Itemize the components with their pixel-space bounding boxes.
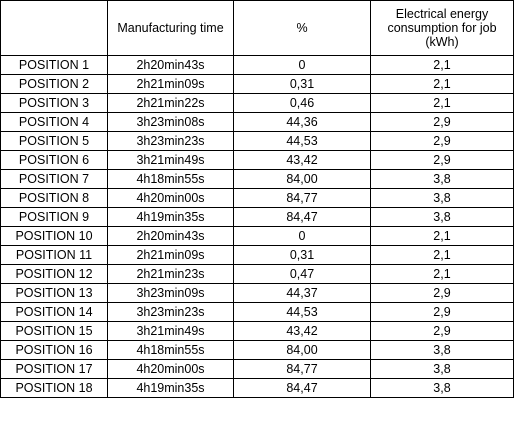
percent-cell: 0,31 xyxy=(234,246,371,265)
percent-cell: 84,47 xyxy=(234,379,371,398)
position-cell: POSITION 3 xyxy=(1,94,108,113)
percent-cell: 44,36 xyxy=(234,113,371,132)
position-cell: POSITION 14 xyxy=(1,303,108,322)
energy-cell: 3,8 xyxy=(371,341,514,360)
table-row xyxy=(1,284,514,303)
table-row xyxy=(1,75,514,94)
percent-cell: 0,46 xyxy=(234,94,371,113)
percent-cell: 0,31 xyxy=(234,75,371,94)
energy-cell: 2,1 xyxy=(371,246,514,265)
header-manufacturing-time: Manufacturing time xyxy=(108,1,234,56)
position-cell: POSITION 18 xyxy=(1,379,108,398)
position-cell: POSITION 9 xyxy=(1,208,108,227)
table-row xyxy=(1,189,514,208)
percent-cell: 84,47 xyxy=(234,208,371,227)
header-percent: % xyxy=(234,1,371,56)
header-energy-consumption: Electrical energy consumption for job (kWh) xyxy=(371,1,514,56)
percent-cell: 0 xyxy=(234,227,371,246)
table-row xyxy=(1,303,514,322)
manufacturing-time-cell: 3h23min23s xyxy=(108,303,234,322)
percent-cell: 43,42 xyxy=(234,151,371,170)
manufacturing-time-cell: 2h20min43s xyxy=(108,56,234,75)
table-row xyxy=(1,151,514,170)
energy-cell: 3,8 xyxy=(371,208,514,227)
manufacturing-time-cell: 4h19min35s xyxy=(108,379,234,398)
manufacturing-time-cell: 3h21min49s xyxy=(108,151,234,170)
manufacturing-time-cell: 3h23min23s xyxy=(108,132,234,151)
position-cell: POSITION 8 xyxy=(1,189,108,208)
energy-cell: 2,1 xyxy=(371,94,514,113)
energy-cell: 2,1 xyxy=(371,56,514,75)
manufacturing-time-cell: 2h21min09s xyxy=(108,246,234,265)
energy-cell: 2,9 xyxy=(371,113,514,132)
manufacturing-time-cell: 3h23min08s xyxy=(108,113,234,132)
percent-cell: 84,00 xyxy=(234,341,371,360)
energy-cell: 2,9 xyxy=(371,303,514,322)
manufacturing-time-cell: 3h23min09s xyxy=(108,284,234,303)
percent-cell: 0,47 xyxy=(234,265,371,284)
position-cell: POSITION 6 xyxy=(1,151,108,170)
energy-cell: 3,8 xyxy=(371,189,514,208)
position-cell: POSITION 2 xyxy=(1,75,108,94)
energy-cell: 3,8 xyxy=(371,379,514,398)
energy-cell: 2,1 xyxy=(371,227,514,246)
percent-cell: 44,53 xyxy=(234,303,371,322)
manufacturing-time-cell: 4h18min55s xyxy=(108,341,234,360)
manufacturing-time-cell: 2h21min22s xyxy=(108,94,234,113)
percent-cell: 0 xyxy=(234,56,371,75)
position-cell: POSITION 11 xyxy=(1,246,108,265)
table-row xyxy=(1,94,514,113)
manufacturing-time-cell: 2h20min43s xyxy=(108,227,234,246)
position-cell: POSITION 17 xyxy=(1,360,108,379)
position-cell: POSITION 16 xyxy=(1,341,108,360)
table-body xyxy=(1,56,514,398)
manufacturing-time-cell: 4h20min00s xyxy=(108,189,234,208)
manufacturing-time-cell: 2h21min23s xyxy=(108,265,234,284)
table-row xyxy=(1,246,514,265)
percent-cell: 44,37 xyxy=(234,284,371,303)
percent-cell: 84,77 xyxy=(234,360,371,379)
position-cell: POSITION 7 xyxy=(1,170,108,189)
table-row xyxy=(1,360,514,379)
manufacturing-time-cell: 4h19min35s xyxy=(108,208,234,227)
energy-cell: 2,1 xyxy=(371,75,514,94)
position-cell: POSITION 12 xyxy=(1,265,108,284)
header-position xyxy=(1,1,108,56)
table-row xyxy=(1,227,514,246)
energy-cell: 3,8 xyxy=(371,170,514,189)
percent-cell: 43,42 xyxy=(234,322,371,341)
position-cell: POSITION 10 xyxy=(1,227,108,246)
table-row xyxy=(1,208,514,227)
manufacturing-time-cell: 4h18min55s xyxy=(108,170,234,189)
table-row xyxy=(1,379,514,398)
table-row xyxy=(1,56,514,75)
manufacturing-time-cell: 4h20min00s xyxy=(108,360,234,379)
position-cell: POSITION 4 xyxy=(1,113,108,132)
table-row xyxy=(1,132,514,151)
energy-cell: 2,9 xyxy=(371,151,514,170)
percent-cell: 44,53 xyxy=(234,132,371,151)
energy-cell: 2,9 xyxy=(371,132,514,151)
manufacturing-time-cell: 2h21min09s xyxy=(108,75,234,94)
percent-cell: 84,77 xyxy=(234,189,371,208)
position-cell: POSITION 1 xyxy=(1,56,108,75)
position-cell: POSITION 13 xyxy=(1,284,108,303)
energy-cell: 2,9 xyxy=(371,322,514,341)
table-row xyxy=(1,265,514,284)
table-row xyxy=(1,170,514,189)
energy-cell: 2,9 xyxy=(371,284,514,303)
energy-cell: 2,1 xyxy=(371,265,514,284)
percent-cell: 84,00 xyxy=(234,170,371,189)
header-row xyxy=(1,1,514,56)
manufacturing-time-cell: 3h21min49s xyxy=(108,322,234,341)
table-row xyxy=(1,113,514,132)
position-cell: POSITION 5 xyxy=(1,132,108,151)
position-cell: POSITION 15 xyxy=(1,322,108,341)
table-row xyxy=(1,322,514,341)
table-row xyxy=(1,341,514,360)
energy-cell: 3,8 xyxy=(371,360,514,379)
